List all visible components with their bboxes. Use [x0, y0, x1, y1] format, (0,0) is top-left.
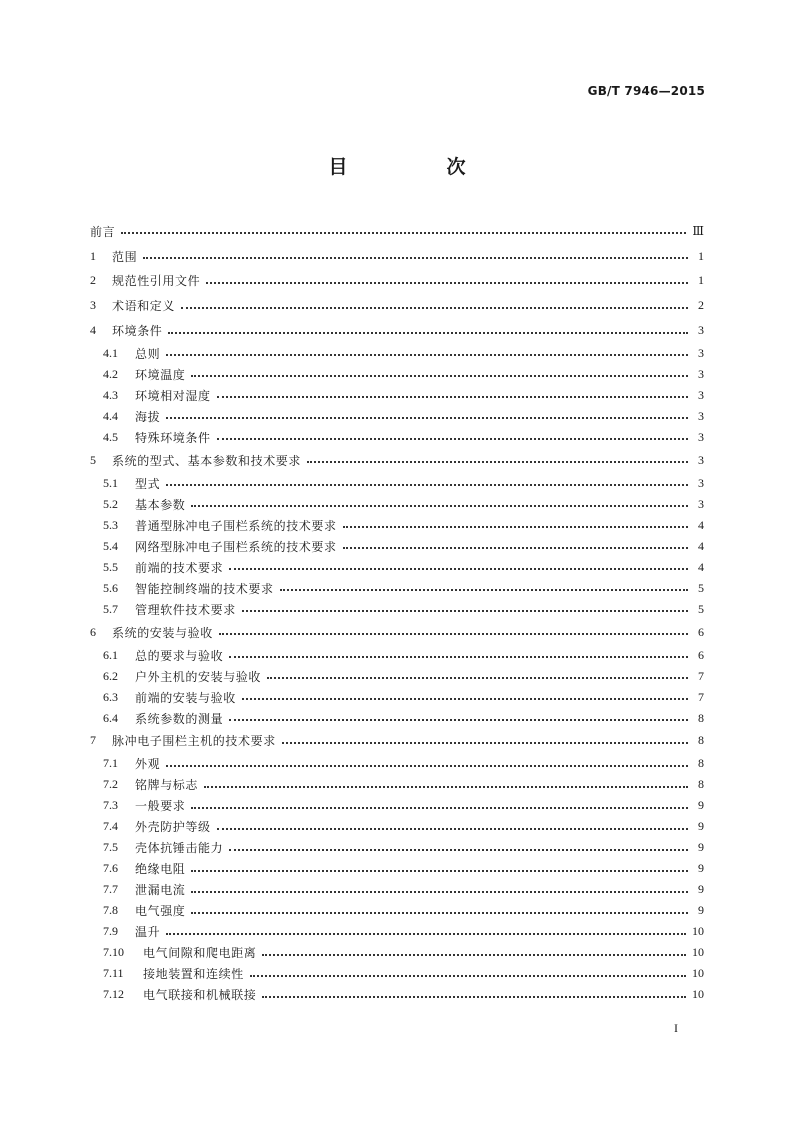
toc-entry[interactable]	[90, 427, 704, 448]
toc-entry-page: 4	[698, 538, 704, 553]
toc-leader-dots	[143, 249, 688, 263]
toc-entry[interactable]	[90, 900, 704, 921]
toc-entry-title: 环境条件	[112, 324, 163, 339]
toc-entry-page: 9	[698, 798, 704, 813]
toc-entry-page: 8	[698, 777, 704, 792]
toc-entry-title: 外壳防护等级	[135, 820, 211, 835]
toc-entry-title: 普通型脉冲电子围栏系统的技术要求	[135, 518, 337, 533]
toc-entry-page: 9	[698, 903, 704, 918]
toc-entry-title: 户外主机的安装与验收	[135, 669, 262, 684]
toc-entry[interactable]	[90, 293, 704, 318]
toc-entry[interactable]	[90, 963, 704, 984]
toc-leader-dots	[191, 883, 688, 897]
toc-entry[interactable]	[90, 795, 704, 816]
toc-entry[interactable]	[90, 244, 704, 269]
toc-entry-number: 7.10	[103, 945, 124, 960]
toc-entry-number: 7.5	[103, 840, 118, 855]
toc-leader-dots	[219, 625, 688, 639]
toc-entry-title: 电气联接和机械联接	[143, 988, 257, 1003]
toc-entry-title: 接地装置和连续性	[143, 967, 244, 982]
toc-entry-number: 5.3	[103, 517, 118, 532]
toc-entry[interactable]	[90, 774, 704, 795]
toc-leader-dots	[204, 778, 688, 792]
toc-leader-dots	[166, 409, 688, 423]
toc-entry-title: 前言	[90, 224, 116, 239]
toc-leader-dots	[307, 453, 688, 467]
toc-entry[interactable]	[90, 816, 704, 837]
toc-entry-title: 一般要求	[135, 799, 186, 814]
toc-entry-title: 前端的安装与验收	[135, 690, 236, 705]
toc-leader-dots	[229, 648, 688, 662]
toc-entry-number: 7.12	[103, 987, 124, 1002]
toc-entry-number: 6.3	[103, 689, 118, 704]
toc-entry-page: 10	[692, 966, 704, 981]
toc-entry-number: 7.7	[103, 882, 118, 897]
toc-leader-dots	[166, 476, 688, 490]
toc-entry-title: 环境相对湿度	[135, 388, 211, 403]
toc-entry-title: 特殊环境条件	[135, 430, 211, 445]
toc-entry[interactable]	[90, 666, 704, 687]
toc-entry-number: 4.4	[103, 408, 118, 423]
toc-leader-dots	[206, 274, 688, 288]
toc-leader-dots	[250, 967, 686, 981]
toc-entry-title: 网络型脉冲电子围栏系统的技术要求	[135, 539, 337, 554]
toc-leader-dots	[191, 367, 688, 381]
toc-entry-page: 6	[698, 647, 704, 662]
toc-entry-title: 前端的技术要求	[135, 560, 224, 575]
toc-entry-number: 4	[90, 323, 96, 338]
toc-entry-page: 5	[698, 601, 704, 616]
toc-leader-dots	[229, 841, 688, 855]
toc-entry-title: 型式	[135, 476, 161, 491]
toc-leader-dots	[191, 862, 688, 876]
toc-entry-number: 7	[90, 733, 96, 748]
toc-entry-number: 5.7	[103, 601, 118, 616]
toc-entry-title: 壳体抗锤击能力	[135, 841, 224, 856]
toc-leader-dots	[343, 518, 688, 532]
toc-entry-number: 7.2	[103, 777, 118, 792]
toc-leader-dots	[166, 925, 686, 939]
toc-leader-dots	[121, 224, 686, 238]
toc-entry-page: 10	[692, 924, 704, 939]
toc-entry[interactable]	[90, 536, 704, 557]
toc-entry[interactable]	[90, 269, 704, 294]
toc-leader-dots	[191, 904, 688, 918]
toc-entry-title: 管理软件技术要求	[135, 602, 236, 617]
toc-leader-dots	[267, 669, 688, 683]
toc-entry[interactable]	[90, 406, 704, 427]
toc-leader-dots	[166, 757, 688, 771]
toc-entry-page: 9	[698, 882, 704, 897]
toc-leader-dots	[229, 560, 688, 574]
toc-entry[interactable]	[90, 219, 704, 244]
toc-leader-dots	[217, 430, 688, 444]
toc-entry-number: 3	[90, 298, 96, 313]
toc-entry-page: 3	[698, 496, 704, 511]
toc-entry-title: 绝缘电阻	[135, 862, 186, 877]
toc-entry-number: 7.11	[103, 966, 124, 981]
toc-entry-number: 7.6	[103, 861, 118, 876]
toc-entry-title: 规范性引用文件	[112, 274, 201, 289]
toc-leader-dots	[242, 690, 688, 704]
toc-entry-number: 5.1	[103, 475, 118, 490]
toc-entry[interactable]	[90, 879, 704, 900]
toc-entry-page: 8	[698, 710, 704, 725]
toc-entry-page: 9	[698, 861, 704, 876]
toc-entry[interactable]	[90, 708, 704, 729]
toc-entry-page: 7	[698, 689, 704, 704]
toc-entry-page: 6	[698, 624, 704, 639]
toc-entry[interactable]	[90, 364, 704, 385]
toc-entry-number: 5.4	[103, 538, 118, 553]
toc-entry-page: 2	[698, 298, 704, 313]
toc-entry-page: 10	[692, 987, 704, 1002]
toc-entry[interactable]	[90, 921, 704, 942]
toc-entry-title: 脉冲电子围栏主机的技术要求	[112, 734, 276, 749]
toc-entry-page: 3	[698, 475, 704, 490]
toc-entry[interactable]	[90, 729, 704, 754]
toc-entry-page: 1	[698, 273, 704, 288]
toc-entry-title: 电气间隙和爬电距离	[143, 946, 257, 961]
toc-entry[interactable]	[90, 557, 704, 578]
toc-entry-number: 4.3	[103, 387, 118, 402]
toc-leader-dots	[191, 497, 688, 511]
toc-leader-dots	[166, 346, 688, 360]
toc-entry-page: 7	[698, 668, 704, 683]
toc-entry-title: 外观	[135, 757, 161, 772]
toc-entry-title: 总则	[135, 346, 161, 361]
toc-entry-page: 3	[698, 366, 704, 381]
toc-entry-number: 5	[90, 452, 96, 467]
toc-entry-title: 基本参数	[135, 497, 186, 512]
toc-entry-number: 7.3	[103, 798, 118, 813]
toc-entry-title: 环境温度	[135, 367, 186, 382]
toc-leader-dots	[343, 539, 688, 553]
toc-entry[interactable]	[90, 942, 704, 963]
toc-entry-title: 海拔	[135, 409, 161, 424]
toc-entry-number: 5.5	[103, 559, 118, 574]
toc-entry[interactable]	[90, 494, 704, 515]
toc-entry[interactable]	[90, 599, 704, 620]
toc-entry-number: 4.2	[103, 366, 118, 381]
toc-entry-title: 范围	[112, 249, 138, 264]
toc-entry-page: 10	[692, 945, 704, 960]
toc-entry-number: 6.1	[103, 647, 118, 662]
toc-entry-title: 术语和定义	[112, 299, 176, 314]
toc-entry-number: 7.9	[103, 924, 118, 939]
toc-entry[interactable]	[90, 645, 704, 666]
toc-entry[interactable]	[90, 687, 704, 708]
toc-entry[interactable]	[90, 578, 704, 599]
toc-entry-page: 8	[698, 756, 704, 771]
toc-leader-dots	[181, 299, 688, 313]
toc-entry-page: 3	[698, 429, 704, 444]
toc-entry-page: 9	[698, 840, 704, 855]
toc-entry-number: 7.1	[103, 756, 118, 771]
toc-entry-page: 4	[698, 517, 704, 532]
toc-entry-title: 系统的型式、基本参数和技术要求	[112, 453, 302, 468]
toc-entry[interactable]	[90, 473, 704, 494]
toc-entry-page: Ⅲ	[692, 223, 704, 238]
page-title: 目 次	[328, 156, 506, 178]
toc-entry-title: 温升	[135, 925, 161, 940]
toc-entry-page: 3	[698, 345, 704, 360]
page-number: I	[674, 1021, 678, 1035]
toc-entry-page: 1	[698, 248, 704, 263]
toc-leader-dots	[217, 820, 688, 834]
standard-code: GB/T 7946—2015	[587, 84, 705, 98]
toc-entry-page: 3	[698, 387, 704, 402]
toc-entry-page: 4	[698, 559, 704, 574]
toc-entry-number: 1	[90, 248, 96, 263]
toc-entry[interactable]	[90, 318, 704, 343]
toc-entry-number: 6.4	[103, 710, 118, 725]
toc-entry-title: 系统参数的测量	[135, 711, 224, 726]
toc-entry-title: 电气强度	[135, 904, 186, 919]
toc-entry[interactable]	[90, 448, 704, 473]
toc-entry[interactable]	[90, 753, 704, 774]
toc-entry-page: 9	[698, 819, 704, 834]
toc-leader-dots	[217, 388, 688, 402]
toc-entry-page: 3	[698, 323, 704, 338]
toc-leader-dots	[262, 946, 686, 960]
toc-entry-number: 6.2	[103, 668, 118, 683]
toc-entry-title: 泄漏电流	[135, 883, 186, 898]
toc-entry[interactable]	[90, 343, 704, 364]
toc-entry[interactable]	[90, 620, 704, 645]
toc-entry-number: 7.8	[103, 903, 118, 918]
toc-entry-page: 5	[698, 580, 704, 595]
toc-entry-title: 铭牌与标志	[135, 778, 199, 793]
toc-leader-dots	[168, 324, 688, 338]
toc-entry[interactable]	[90, 515, 704, 536]
toc-leader-dots	[282, 734, 688, 748]
toc-leader-dots	[280, 581, 688, 595]
toc-leader-dots	[229, 711, 688, 725]
toc-entry-page: 3	[698, 408, 704, 423]
toc-entry-number: 7.4	[103, 819, 118, 834]
toc-entry-page: 3	[698, 452, 704, 467]
toc-entry-number: 5.6	[103, 580, 118, 595]
toc-entry[interactable]	[90, 385, 704, 406]
table-of-contents	[90, 219, 704, 1005]
toc-leader-dots	[191, 799, 688, 813]
toc-entry-title: 系统的安装与验收	[112, 625, 213, 640]
toc-entry-number: 2	[90, 273, 96, 288]
toc-entry[interactable]	[90, 984, 704, 1005]
toc-leader-dots	[242, 602, 688, 616]
toc-entry-number: 4.1	[103, 345, 118, 360]
toc-leader-dots	[262, 988, 686, 1002]
toc-entry-number: 4.5	[103, 429, 118, 444]
toc-entry-title: 总的要求与验收	[135, 648, 224, 663]
toc-entry[interactable]	[90, 858, 704, 879]
toc-entry-number: 5.2	[103, 496, 118, 511]
toc-entry-number: 6	[90, 624, 96, 639]
toc-entry-title: 智能控制终端的技术要求	[135, 581, 274, 596]
toc-entry[interactable]	[90, 837, 704, 858]
toc-entry-page: 8	[698, 733, 704, 748]
